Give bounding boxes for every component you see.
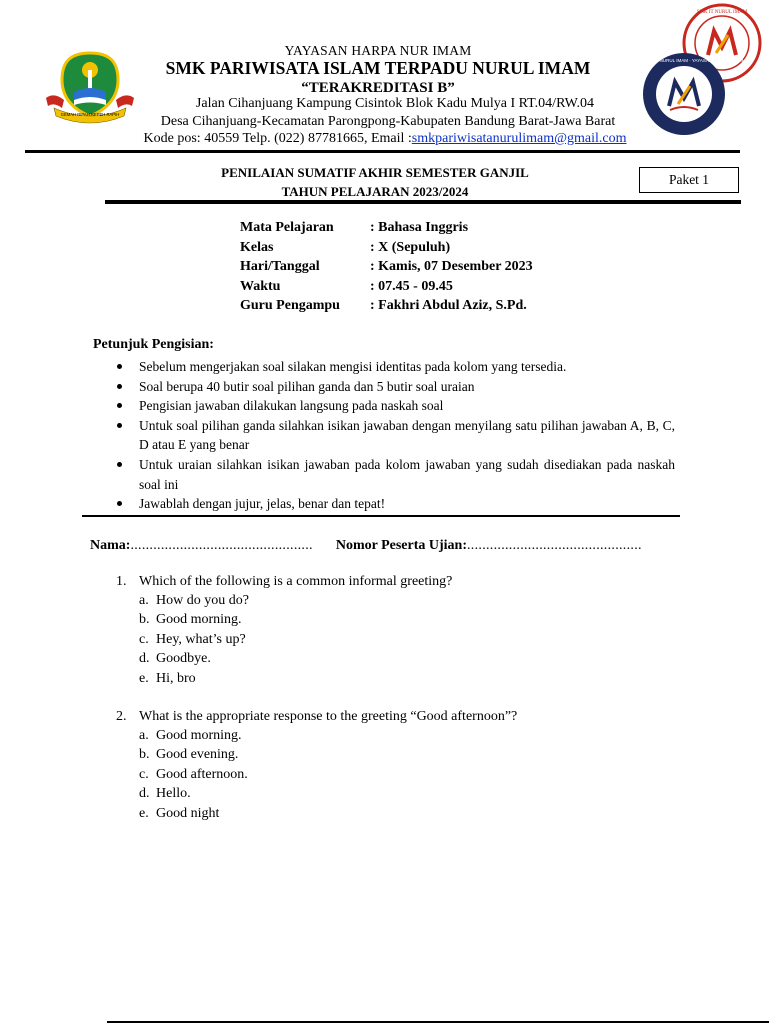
identity-value: : Kamis, 07 Desember 2023 [370, 259, 533, 274]
option-letter: a. [139, 593, 149, 608]
answer-option[interactable] [139, 728, 517, 747]
instructions-list [112, 357, 675, 514]
identity-key: Kelas [240, 239, 274, 255]
identity-row [240, 240, 533, 260]
logo-ring-text: SMK IT NURUL IMAM [696, 10, 748, 15]
option-letter: c. [139, 631, 149, 647]
answer-option[interactable] [139, 747, 517, 766]
answer-option[interactable] [139, 786, 517, 805]
identity-key: Guru Pengampu [240, 298, 340, 313]
option-text: Hi, bro [156, 670, 196, 686]
option-text: Good night [156, 805, 220, 821]
participant-number-label: Nomor Peserta Ujian: [335, 538, 467, 553]
emblem-banner-text: GEMAH RIPAH REPEH RAPIH [60, 112, 120, 117]
option-letter: b. [139, 612, 150, 628]
option-letter: e. [139, 805, 149, 821]
answer-option[interactable] [139, 671, 452, 690]
question-text: What is the appropriate response to the greeting “Good afternoon”? [139, 709, 518, 724]
instruction-item: Jawablah dengan jujur, jelas, benar dan tepat! [112, 494, 675, 514]
question-number: 1. [116, 574, 127, 589]
logo-ring-text: SMK PARIWISATA IT NURUL IMAM · YAYASAN HARPA NUR IMAM [615, 58, 753, 63]
identity-value: : 07.45 - 09.45 [370, 278, 453, 294]
identity-row [240, 220, 533, 240]
accreditation: “TERAKREDITASI B” [301, 80, 455, 96]
identity-row [240, 279, 533, 299]
question-text: Which of the following is a common informal greeting? [139, 574, 453, 589]
option-text: Hello. [156, 786, 191, 802]
question-2 [116, 709, 517, 825]
identity-key: Hari/Tanggal [240, 259, 320, 274]
participant-number-field[interactable]: .............................................. [467, 538, 642, 553]
question-1 [116, 574, 452, 690]
email-link[interactable]: smkpariwisatanurulimam@gmail.com [411, 131, 627, 146]
identity-key: Waktu [240, 278, 281, 294]
instruction-item: Untuk uraian silahkan isikan jawaban pada kolom jawaban yang sudah disediakan pada naskah soal ini [112, 455, 675, 494]
option-letter: b. [139, 747, 150, 763]
identity-value: : Bahasa Inggris [370, 220, 469, 235]
option-letter: a. [139, 728, 149, 743]
exam-identity-table [240, 220, 533, 318]
answer-option[interactable] [139, 651, 452, 670]
option-text: Good afternoon. [156, 766, 248, 782]
option-text: Good evening. [156, 747, 239, 763]
option-letter: c. [139, 766, 149, 782]
answer-option[interactable] [139, 806, 517, 825]
option-text: Hey, what’s up? [156, 631, 246, 647]
question-number: 2. [116, 709, 127, 724]
instructions-title: Petunjuk Pengisian: [93, 337, 214, 352]
exam-year: TAHUN PELAJARAN 2023/2024 [281, 184, 469, 199]
instructions-divider [82, 515, 680, 517]
instruction-item: Soal berupa 40 butir soal pilihan ganda dan 5 butir soal uraian [112, 377, 675, 397]
title-divider [105, 200, 741, 204]
option-text: Good morning. [156, 728, 242, 743]
school-name: SMK PARIWISATA ISLAM TERPADU NURUL IMAM [165, 58, 591, 78]
address-line-2: Desa Cihanjuang-Kecamatan Parongpong-Kabupaten Bandung Barat-Jawa Barat [160, 114, 616, 129]
option-letter: e. [139, 670, 149, 686]
contact-line [100, 131, 670, 147]
identity-row [240, 298, 533, 318]
instruction-item: Sebelum mengerjakan soal silakan mengisi identitas pada kolom yang tersedia. [112, 357, 675, 377]
paket-box: Paket 1 [639, 167, 739, 193]
option-text: Goodbye. [156, 651, 211, 667]
identity-key: Mata Pelajaran [240, 220, 334, 235]
identity-value: : X (Sepuluh) [370, 239, 451, 255]
identity-row [240, 259, 533, 279]
answer-option[interactable] [139, 593, 452, 612]
option-letter: d. [139, 786, 150, 802]
option-letter: d. [139, 651, 150, 667]
name-label: Nama: [90, 538, 131, 553]
answer-option[interactable] [139, 632, 452, 651]
instruction-item: Untuk soal pilihan ganda silahkan isikan jawaban dengan menyilang satu pilihan jawaban A, B, C, D atau E yang benar [112, 416, 675, 455]
address-line-1: Jalan Cihanjuang Kampung Cisintok Blok Kadu Mulya I RT.04/RW.04 [195, 96, 595, 111]
option-text: How do you do? [156, 593, 249, 608]
page-bottom-divider [107, 1021, 769, 1023]
name-field[interactable]: ................................................ [130, 538, 313, 553]
exam-title: PENILAIAN SUMATIF AKHIR SEMESTER GANJIL [221, 165, 529, 180]
option-text: Good morning. [156, 612, 242, 628]
student-info-row [90, 538, 642, 554]
header-divider [25, 150, 740, 153]
contact-prefix: Kode pos: 40559 Telp. (022) 87781665, Email : [143, 131, 412, 146]
foundation-name: YAYASAN HARPA NUR IMAM [284, 43, 472, 58]
instruction-item: Pengisian jawaban dilakukan langsung pada naskah soal [112, 396, 675, 416]
identity-value: : Fakhri Abdul Aziz, S.Pd. [370, 298, 527, 313]
answer-option[interactable] [139, 612, 452, 631]
answer-option[interactable] [139, 767, 517, 786]
